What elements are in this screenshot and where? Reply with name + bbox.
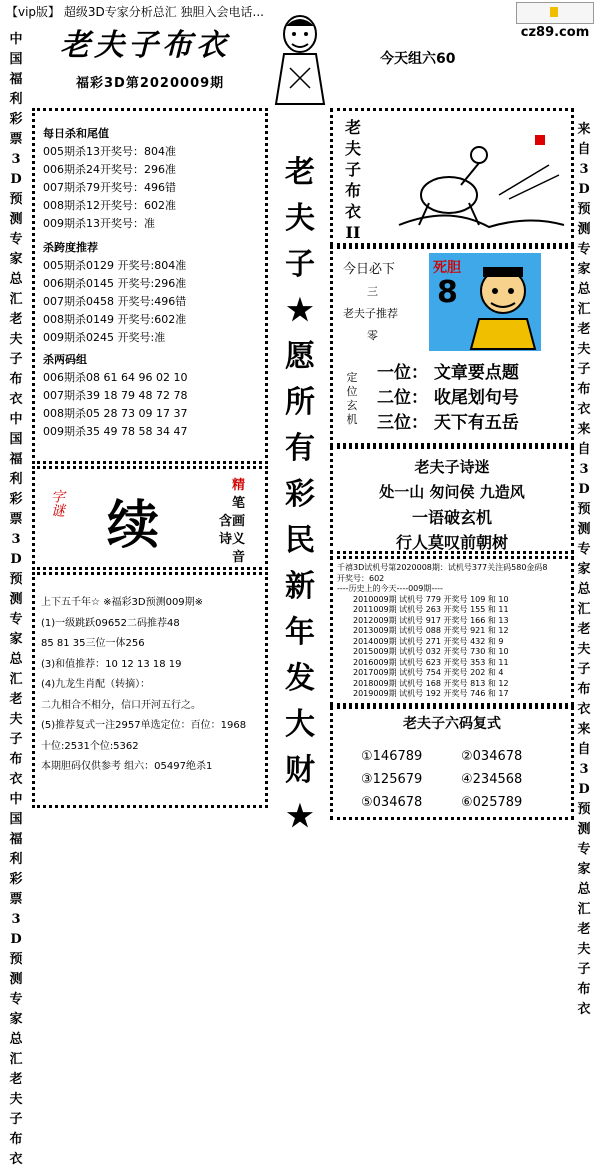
kill-span-row: 007期杀0458 开奖号:496错: [43, 295, 187, 308]
banner-char: 夫: [285, 201, 315, 236]
six-code-item: ①146789: [361, 749, 423, 764]
riddle-big-char: 续: [107, 495, 160, 556]
banner-char: 民: [285, 523, 315, 558]
side-label-char: 位: [346, 385, 358, 398]
poem-line: 精: [231, 478, 245, 493]
history-row: 2013009期 试机号 088 开奖号 921 和 12: [353, 626, 509, 635]
six-code-item: ④234568: [461, 772, 523, 787]
forecast-row: 十位:2531个位:5362: [41, 740, 139, 752]
six-code-item: ③125679: [361, 772, 423, 787]
section3-rows: [43, 369, 187, 441]
banner-char: 子: [285, 247, 315, 282]
forecast-content: [41, 593, 246, 778]
forecast-row: 本期胆码仅供参考 组六：05497绝杀1: [41, 761, 213, 772]
banner-char: 发: [285, 661, 315, 696]
poem-box: [330, 446, 574, 554]
banner-char: 年: [285, 615, 315, 650]
right-side-column: [574, 120, 594, 1017]
kill-span-row: 008期杀0149 开奖号:602准: [43, 313, 187, 326]
history-row: 2011009期 试机号 263 开奖号 155 和 11: [353, 605, 509, 614]
history-row: 2016009期 试机号 623 开奖号 353 和 11: [353, 657, 509, 667]
history-content: [337, 563, 548, 700]
position-line: 二位： 收尾划句号: [377, 388, 519, 408]
vertical-banner: [278, 150, 322, 840]
kill-sum-row: 006期杀24开奖号：296准: [43, 163, 176, 176]
kill-span-row: 005期杀0129 开奖号:804准: [43, 259, 187, 272]
cartoon-label-char: II: [345, 223, 361, 242]
six-code-item: ⑤034678: [361, 795, 423, 810]
cartoon-label-char: 衣: [344, 202, 361, 221]
logo-square-icon: [550, 7, 558, 17]
kill-pair-row: 007期杀39 18 79 48 72 78: [43, 389, 188, 402]
six-code-box: [330, 706, 574, 820]
forecast-heading: 上下五千年☆ ※福彩3D预测009期※: [41, 597, 204, 608]
kill-sum-row: 009期杀13开奖号：准: [43, 217, 155, 230]
cartoon-label-char: 布: [344, 181, 361, 200]
banner-char: 新: [285, 569, 315, 604]
poem-content: [333, 455, 571, 555]
banner-char: 彩: [285, 477, 315, 512]
position-box: [330, 246, 574, 446]
recommend-label: 老夫子推荐: [343, 307, 398, 320]
badge-label: 死胆: [433, 260, 461, 276]
banner-char: 有: [285, 431, 315, 466]
cartoon-illustration: [389, 125, 569, 243]
must-number-one: 三: [367, 285, 378, 298]
side-label-char: 玄: [346, 399, 358, 412]
forecast-row: 二九相合不相分，信口开河五行之。: [41, 699, 201, 711]
site-logo[interactable]: cz89.com: [516, 2, 594, 24]
six-code-grid: [361, 745, 561, 814]
riddle-box: [32, 466, 268, 570]
badge-cartoon-icon: [463, 261, 539, 349]
position-side-label: [345, 371, 359, 427]
poem-line: 一语破玄机: [411, 508, 492, 527]
position-line: 三位： 天下有五岳: [377, 413, 519, 433]
old-master-cartoon-image: [270, 8, 330, 108]
position-line: 一位： 文章要点题: [377, 363, 519, 383]
banner-char: 愿: [285, 339, 315, 374]
kill-pair-row: 009期杀35 49 78 58 34 47: [43, 425, 188, 438]
section1-rows: [43, 143, 187, 233]
positions-list: [377, 361, 519, 436]
forecast-row: 85 81 35三位一体256: [41, 638, 145, 649]
history-header: 千禧3D试机号第2020008期：试机号377关注码580金码8: [337, 563, 548, 572]
side-label-char: 定: [346, 371, 358, 384]
poem-line: 处一山 匆问侯 九造风: [379, 483, 525, 501]
poem-line: 音: [231, 550, 245, 565]
six-code-title: 老夫子六码复式: [403, 716, 501, 732]
left-side-text: 中国福利彩票3D预测专家总汇老夫子布衣中国福利彩票3D预测专家总汇老夫子布衣中国福利彩票3D预测专家总汇老夫子布衣: [9, 32, 23, 1167]
kill-span-row: 006期杀0145 开奖号:296准: [43, 277, 187, 290]
poem-title: 老夫子诗迷: [414, 458, 490, 476]
left-side-column: [6, 30, 26, 1167]
kill-pair-row: 006期杀08 61 64 96 02 10: [43, 371, 188, 384]
six-code-item: ⑥025789: [461, 795, 523, 810]
section2-rows: [43, 257, 187, 347]
banner-char: 老: [285, 155, 315, 190]
riddle-poem: [185, 477, 245, 567]
kill-sum-row: 005期杀13开奖号：804准: [43, 145, 176, 158]
section1-title: 每日杀和尾值: [43, 127, 109, 140]
must-bet-block: [343, 259, 398, 347]
forecast-row: (4)九龙生肖配（转摘）：: [41, 679, 151, 690]
history-row: 2014009期 试机号 271 开奖号 432 和 9: [353, 636, 504, 646]
cartoon-label-char: 夫: [344, 139, 361, 158]
section3-title: 杀两码组: [43, 353, 87, 366]
cartoon-label-char: 子: [344, 160, 361, 179]
history-row: 2017009期 试机号 754 开奖号 202 和 4: [353, 668, 504, 677]
banner-char: ★: [286, 799, 314, 834]
history-box: [330, 556, 574, 706]
riddle-script-label: 字谜: [49, 489, 65, 517]
kill-list-box: [32, 108, 268, 464]
kill-list-content: [43, 125, 187, 441]
badge-number: 8: [437, 275, 458, 310]
cartoon-label-box: [330, 108, 574, 246]
side-label-char: 机: [346, 413, 358, 426]
issue-label: 福彩3D第2020009期: [76, 76, 225, 91]
poem-line: 含画: [218, 514, 245, 529]
forecast-row: (1)一级跳跃09652二码推荐48: [41, 617, 180, 629]
cartoon-label-char: 老: [344, 118, 361, 137]
history-row: 2010009期 试机号 779 开奖号 109 和 10: [353, 594, 509, 604]
poem-line: 笔: [231, 496, 245, 511]
banner-char: ★: [286, 293, 314, 328]
history-row: 2015009期 试机号 032 开奖号 730 和 10: [353, 647, 509, 656]
history-rows: [337, 595, 548, 700]
history-row: 2019009期 试机号 192 开奖号 746 和 17: [353, 689, 509, 698]
kill-sum-row: 007期杀79开奖号：496错: [43, 181, 176, 194]
today-group-label: 今天组六60: [380, 51, 456, 67]
forecast-row: (3)和值推荐：10 12 13 18 19: [41, 658, 182, 670]
poem-line: 诗义: [218, 532, 245, 547]
kill-span-row: 009期杀0245 开奖号:准: [43, 331, 166, 344]
banner-char: 大: [285, 707, 315, 742]
must-number-two: 零: [367, 329, 378, 342]
six-code-item: ②034678: [461, 749, 523, 764]
today-must-label: 今日必下: [343, 262, 396, 277]
kill-pair-row: 008期杀05 28 73 09 17 37: [43, 407, 188, 420]
history-row: 2012009期 试机号 917 开奖号 166 和 13: [353, 615, 509, 625]
top-banner-text: 【vip版】 超级3D专家分析总汇 独胆入会电话...: [6, 5, 265, 19]
section2-title: 杀跨度推荐: [43, 241, 98, 254]
forecast-row: (5)推荐复式一注2957单选定位：百位：1968: [41, 720, 247, 731]
poem-line: 行人莫叹前朝树: [395, 533, 508, 552]
banner-char: 财: [285, 753, 315, 788]
history-header: ----历史上的今天----009期----: [337, 584, 443, 593]
forecast-rows: [41, 614, 246, 778]
kill-sum-row: 008期杀12开奖号：602准: [43, 199, 176, 212]
banner-char: 所: [285, 385, 315, 420]
badge-image: [429, 253, 541, 351]
right-side-text: 来自3D预测专家总汇老夫子布衣来自3D预测专家总汇老夫子布衣来自3D预测专家总汇老夫子布衣: [577, 122, 591, 1017]
forecast-box: [32, 572, 268, 808]
cartoon-vertical-label: [343, 117, 363, 243]
history-row: 2018009期 试机号 168 开奖号 813 和 12: [353, 678, 509, 688]
page-title: 老夫子布衣: [60, 28, 230, 63]
history-header: 开奖号：602: [337, 573, 385, 583]
